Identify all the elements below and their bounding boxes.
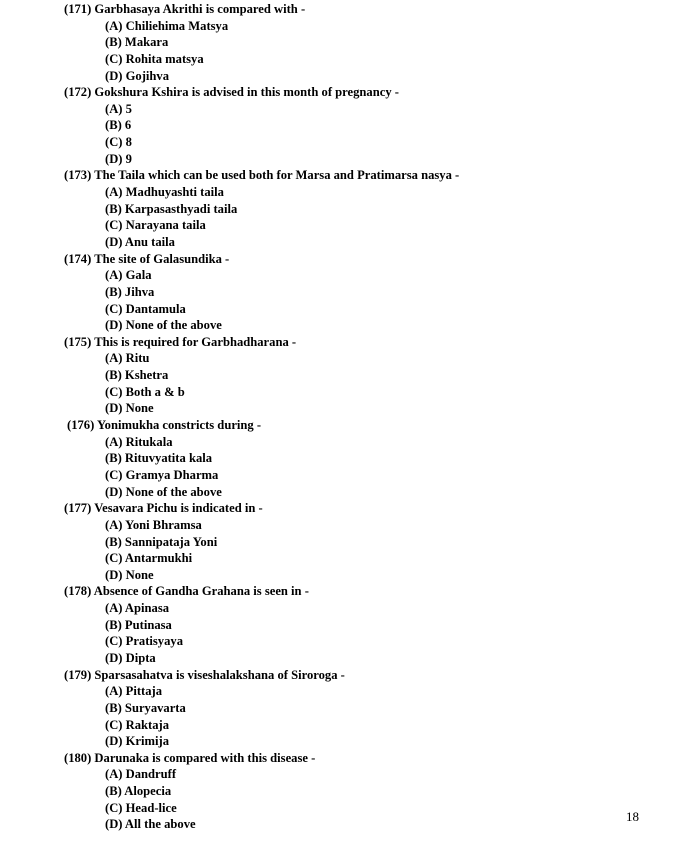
option-a: (A) Madhuyashti taila	[105, 185, 224, 200]
option-b: (B) Putinasa	[105, 617, 172, 632]
option-c: (C) Pratisyaya	[105, 634, 183, 649]
option-b: (B) Suryavarta	[105, 700, 186, 715]
question-block	[0, 583, 680, 666]
question-text: (174) The site of Galasundika -	[64, 251, 230, 266]
option-b: (B) Alopecia	[105, 784, 172, 799]
option-d: (D) None	[105, 401, 154, 416]
question-block	[0, 500, 680, 583]
option-b: (B) Sannipataja Yoni	[105, 534, 218, 549]
question-block	[0, 167, 680, 250]
option-d: (D) Dipta	[105, 650, 156, 665]
option-d: (D) None of the above	[105, 484, 222, 499]
option-d: (D) Gojihva	[105, 68, 170, 83]
option-a: (A) Apinasa	[105, 601, 170, 616]
question-text: (179) Sparsasahatva is viseshalakshana of Siroroga -	[64, 667, 345, 682]
option-a: (A) 5	[105, 101, 132, 116]
option-a: (A) Ritu	[105, 351, 150, 366]
option-d: (D) Anu taila	[105, 234, 175, 249]
question-block	[0, 667, 680, 750]
option-c: (C) Dantamula	[105, 301, 186, 316]
question-text: (175) This is required for Garbhadharana -	[64, 334, 297, 349]
option-a: (A) Ritukala	[105, 434, 173, 449]
question-block	[0, 1, 680, 84]
option-d: (D) All the above	[105, 817, 196, 832]
option-b: (B) 6	[105, 118, 132, 133]
question-block	[0, 334, 680, 417]
option-c: (C) Raktaja	[105, 717, 170, 732]
option-a: (A) Dandruff	[105, 767, 177, 782]
option-a: (A) Chiliehima Matsya	[105, 18, 229, 33]
option-d: (D) None	[105, 567, 154, 582]
option-d: (D) None of the above	[105, 318, 222, 333]
question-block	[0, 750, 680, 833]
option-c: (C) Rohita matsya	[105, 51, 204, 66]
option-d: (D) 9	[105, 151, 132, 166]
option-b: (B) Makara	[105, 35, 169, 50]
option-c: (C) Gramya Dharma	[105, 467, 219, 482]
option-b: (B) Kshetra	[105, 368, 169, 383]
question-text: (171) Garbhasaya Akrithi is compared with -	[64, 2, 306, 16]
option-c: (C) Head-lice	[105, 800, 177, 815]
option-a: (A) Pittaja	[105, 684, 162, 699]
question-block	[0, 417, 680, 500]
option-c: (C) Both a & b	[105, 384, 185, 399]
option-b: (B) Rituvyatita kala	[105, 451, 213, 466]
question-text: (177) Vesavara Pichu is indicated in -	[64, 501, 263, 516]
option-b: (B) Karpasasthyadi taila	[105, 201, 238, 216]
question-block	[0, 251, 680, 334]
option-b: (B) Jihva	[105, 284, 155, 299]
question-text: (172) Gokshura Kshira is advised in this month of pregnancy -	[64, 85, 399, 100]
option-a: (A) Yoni Bhramsa	[105, 517, 202, 532]
question-text: (178) Absence of Gandha Grahana is seen in -	[64, 584, 309, 599]
question-page	[0, 1, 680, 833]
option-d: (D) Krimija	[105, 734, 169, 749]
page-number: 18	[626, 809, 639, 824]
question-text: (176) Yonimukha constricts during -	[67, 418, 262, 433]
option-c: (C) 8	[105, 135, 132, 150]
question-text: (180) Darunaka is compared with this disease -	[64, 750, 316, 765]
question-block	[0, 84, 680, 167]
option-c: (C) Narayana taila	[105, 218, 206, 233]
question-text: (173) The Taila which can be used both for Marsa and Pratimarsa nasya -	[64, 168, 460, 183]
option-c: (C) Antarmukhi	[105, 551, 193, 566]
option-a: (A) Gala	[105, 268, 152, 283]
